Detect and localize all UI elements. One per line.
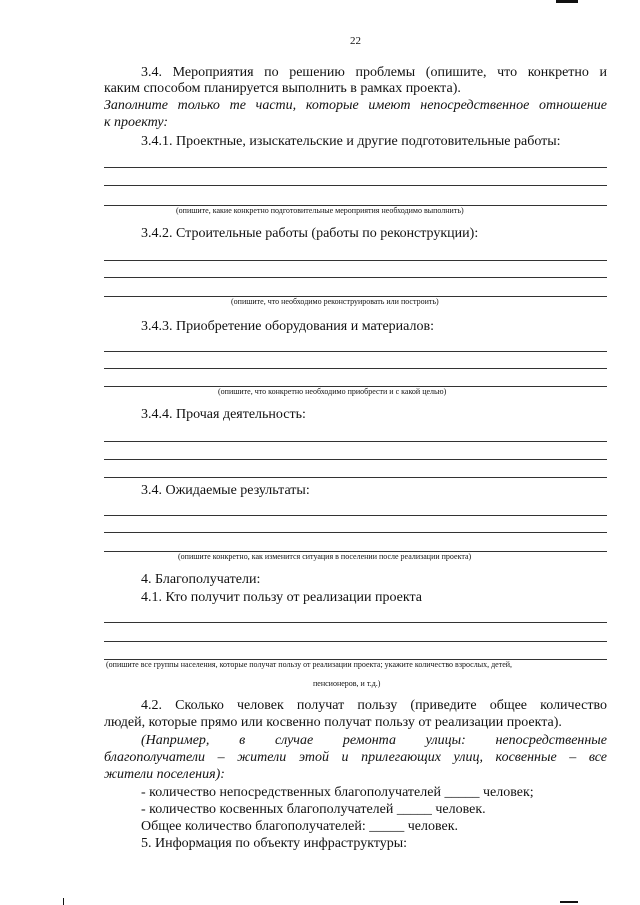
section-3-4-1-heading: 3.4.1. Проектные, изыскательские и другие подготовительные работы:: [141, 134, 561, 149]
section-3-4-2-caption: (опишите, что необходимо реконструировать или построить): [231, 297, 439, 306]
fill-line: [104, 260, 607, 261]
section-3-4-note-line1: Заполните только те части, которые имеют непосредственное отношение: [104, 98, 607, 113]
fill-line: [104, 277, 607, 278]
section-4-2-line2: людей, которые прямо или косвенно получат пользу от реализации проекта).: [104, 715, 562, 730]
scan-mark-left: [63, 898, 64, 905]
page-number: 22: [350, 35, 361, 47]
fill-line: [104, 515, 607, 516]
fill-line: [104, 185, 607, 186]
fill-line: [104, 532, 607, 533]
section-3-4-3-caption: (опишите, что конкретно необходимо приобрести и с какой целью): [218, 387, 447, 396]
fill-line: [104, 641, 607, 642]
fill-line: [104, 368, 607, 369]
indirect-beneficiaries-count: - количество косвенных благополучателей _____ человек.: [141, 802, 486, 817]
section-4-1-heading: 4.1. Кто получит пользу от реализации проекта: [141, 590, 422, 605]
section-4-heading: 4. Благополучатели:: [141, 572, 261, 587]
section-3-4-2-heading: 3.4.2. Строительные работы (работы по реконструкции):: [141, 226, 479, 241]
section-4-2-line1: 4.2. Сколько человек получат пользу (приведите общее количество: [141, 698, 607, 713]
fill-line: [104, 459, 607, 460]
section-3-4-line1: 3.4. Мероприятия по решению проблемы (опишите, что конкретно и: [141, 65, 607, 80]
section-3-4-3-heading: 3.4.3. Приобретение оборудования и материалов:: [141, 319, 434, 334]
fill-line: [104, 167, 607, 168]
direct-beneficiaries-count: - количество непосредственных благополучателей _____ человек;: [141, 785, 534, 800]
section-3-4-line2: каким способом планируется выполнить в рамках проекта).: [104, 81, 461, 96]
scan-mark-top: [556, 0, 578, 3]
section-4-1-caption-line2: пенсионеров, и т.д.): [313, 679, 381, 688]
expected-results-heading: 3.4. Ожидаемые результаты:: [141, 483, 310, 498]
total-beneficiaries-count: Общее количество благополучателей: _____ человек.: [141, 819, 459, 834]
fill-line: [104, 622, 607, 623]
section-3-4-1-caption: (опишите, какие конкретно подготовительные мероприятия необходимо выполнить): [176, 206, 464, 215]
fill-line: [104, 441, 607, 442]
section-4-2-example-line1: (Например, в случае ремонта улицы: непосредственные: [141, 733, 607, 748]
fill-line: [104, 477, 607, 478]
section-4-2-example-line3: жители поселения):: [104, 767, 225, 782]
section-4-2-example-line2: благополучатели – жители этой и прилегающих улиц, косвенные – все: [104, 750, 607, 765]
expected-results-caption: (опишите конкретно, как изменится ситуация в поселении после реализации проекта): [178, 552, 472, 561]
scan-mark-bottom: [560, 901, 578, 903]
fill-line: [104, 351, 607, 352]
section-3-4-note-line2: к проекту:: [104, 115, 169, 130]
section-3-4-4-heading: 3.4.4. Прочая деятельность:: [141, 407, 306, 422]
section-4-1-caption-line1: (опишите все группы населения, которые получат пользу от реализации проекта; укажите количество взрослых, детей,: [106, 660, 513, 669]
section-5-heading: 5. Информация по объекту инфраструктуры:: [141, 836, 408, 851]
